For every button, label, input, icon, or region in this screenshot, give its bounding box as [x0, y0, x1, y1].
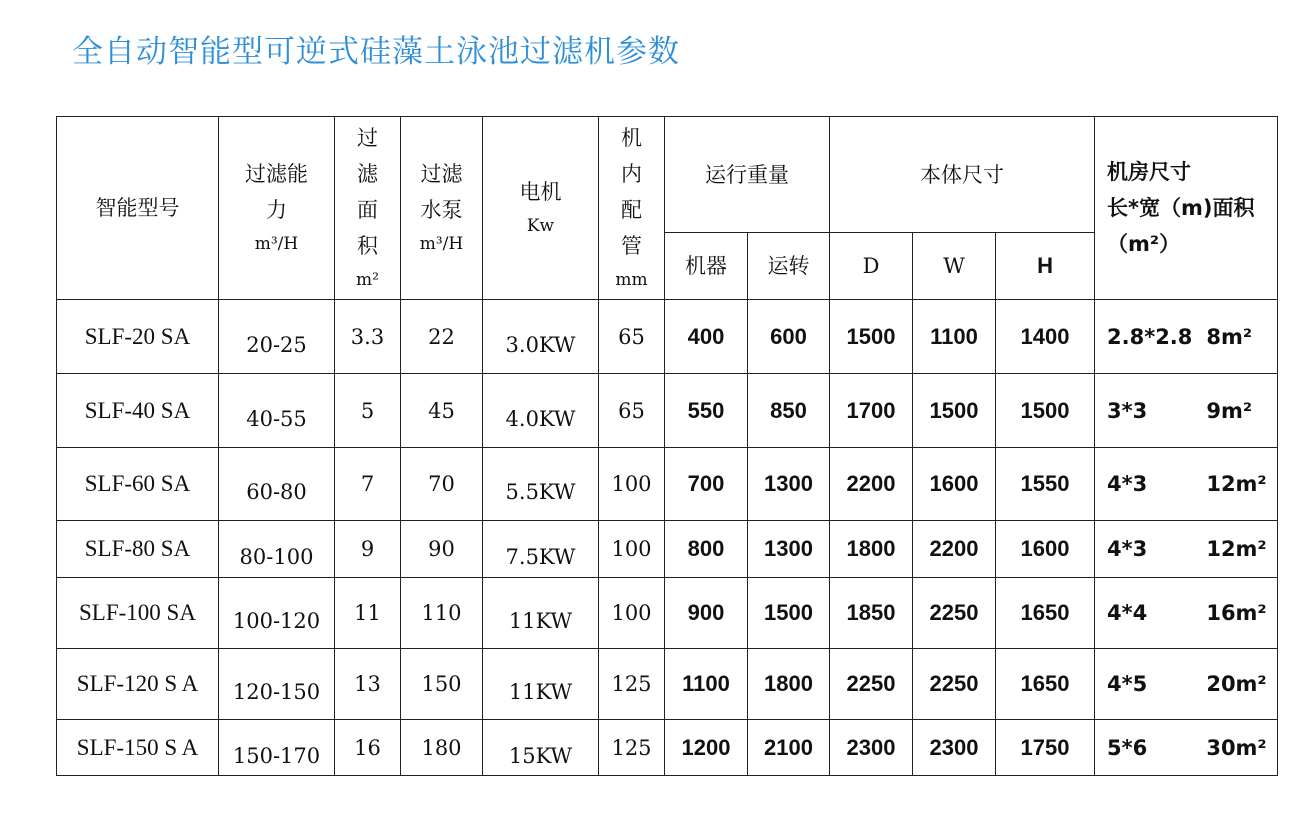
cell-size-h: 1650	[996, 578, 1095, 649]
page-title: 全自动智能型可逆式硅藻土泳池过滤机参数	[72, 34, 680, 70]
cell-weight-machine: 800	[665, 521, 748, 578]
cell-motor: 7.5KW	[483, 521, 599, 578]
cell-motor: 5.5KW	[483, 448, 599, 521]
table-row	[57, 300, 1278, 374]
cell-pipe: 100	[599, 578, 665, 649]
header-weight-machine: 机器	[665, 233, 748, 300]
cell-area: 5	[335, 374, 401, 448]
cell-weight-machine: 700	[665, 448, 748, 521]
cell-size-w: 2300	[913, 720, 996, 776]
header-size-d: D	[830, 233, 913, 300]
header-weight: 运行重量	[665, 117, 830, 233]
cell-size-h: 1600	[996, 521, 1095, 578]
cell-capacity: 100-120	[219, 578, 335, 649]
cell-motor: 3.0KW	[483, 300, 599, 374]
cell-pump: 110	[401, 578, 483, 649]
cell-motor: 11KW	[483, 578, 599, 649]
cell-pipe: 125	[599, 720, 665, 776]
cell-weight-running: 1500	[748, 578, 830, 649]
header-filter-area: 过 滤 面 积 m²	[335, 117, 401, 300]
cell-capacity: 150-170	[219, 720, 335, 776]
table-row	[57, 720, 1278, 776]
header-size: 本体尺寸	[830, 117, 1095, 233]
cell-size-h: 1550	[996, 448, 1095, 521]
header-model: 智能型号	[57, 117, 219, 300]
cell-size-d: 1700	[830, 374, 913, 448]
cell-pipe: 125	[599, 649, 665, 720]
cell-room: 4*4 16m²	[1095, 578, 1278, 649]
cell-model: SLF-100 SA	[57, 578, 219, 649]
cell-size-w: 1500	[913, 374, 996, 448]
cell-pipe: 65	[599, 300, 665, 374]
header-pipe: 机 内 配 管 mm	[599, 117, 665, 300]
cell-pipe: 100	[599, 448, 665, 521]
cell-size-d: 2200	[830, 448, 913, 521]
cell-model: SLF-120 S A	[57, 649, 219, 720]
cell-capacity: 80-100	[219, 521, 335, 578]
cell-size-d: 1800	[830, 521, 913, 578]
cell-pipe: 65	[599, 374, 665, 448]
cell-size-w: 2250	[913, 649, 996, 720]
cell-room: 4*3 12m²	[1095, 448, 1278, 521]
cell-size-d: 2300	[830, 720, 913, 776]
cell-motor: 11KW	[483, 649, 599, 720]
cell-weight-machine: 900	[665, 578, 748, 649]
cell-model: SLF-40 SA	[57, 374, 219, 448]
cell-capacity: 20-25	[219, 300, 335, 374]
header-weight-running: 运转	[748, 233, 830, 300]
cell-pump: 70	[401, 448, 483, 521]
cell-weight-machine: 1200	[665, 720, 748, 776]
cell-area: 16	[335, 720, 401, 776]
cell-pump: 180	[401, 720, 483, 776]
cell-size-d: 1500	[830, 300, 913, 374]
cell-pump: 22	[401, 300, 483, 374]
cell-size-w: 1100	[913, 300, 996, 374]
cell-pipe: 100	[599, 521, 665, 578]
cell-capacity: 40-55	[219, 374, 335, 448]
cell-weight-running: 1300	[748, 448, 830, 521]
cell-size-h: 1400	[996, 300, 1095, 374]
cell-room: 3*3 9m²	[1095, 374, 1278, 448]
header-capacity: 过滤能 力 m³/H	[219, 117, 335, 300]
cell-model: SLF-60 SA	[57, 448, 219, 521]
cell-pump: 45	[401, 374, 483, 448]
spec-table	[56, 116, 1278, 776]
table-row	[57, 374, 1278, 448]
header-row-top	[57, 117, 1278, 233]
cell-weight-running: 1800	[748, 649, 830, 720]
cell-model: SLF-150 S A	[57, 720, 219, 776]
cell-capacity: 60-80	[219, 448, 335, 521]
header-size-h: H	[996, 233, 1095, 300]
cell-size-w: 1600	[913, 448, 996, 521]
cell-size-d: 1850	[830, 578, 913, 649]
cell-area: 9	[335, 521, 401, 578]
cell-pump: 90	[401, 521, 483, 578]
cell-area: 11	[335, 578, 401, 649]
cell-model: SLF-20 SA	[57, 300, 219, 374]
cell-size-h: 1750	[996, 720, 1095, 776]
cell-capacity: 120-150	[219, 649, 335, 720]
cell-room: 2.8*2.8 8m²	[1095, 300, 1278, 374]
cell-area: 3.3	[335, 300, 401, 374]
cell-weight-running: 850	[748, 374, 830, 448]
cell-size-w: 2200	[913, 521, 996, 578]
cell-model: SLF-80 SA	[57, 521, 219, 578]
header-motor: 电机 Kw	[483, 117, 599, 300]
cell-area: 7	[335, 448, 401, 521]
cell-room: 5*6 30m²	[1095, 720, 1278, 776]
cell-motor: 15KW	[483, 720, 599, 776]
cell-area: 13	[335, 649, 401, 720]
table-row	[57, 448, 1278, 521]
header-pump: 过滤 水泵 m³/H	[401, 117, 483, 300]
header-room: 机房尺寸 长*宽（m)面积 （m²）	[1095, 117, 1278, 300]
cell-size-d: 2250	[830, 649, 913, 720]
cell-weight-running: 2100	[748, 720, 830, 776]
cell-room: 4*5 20m²	[1095, 649, 1278, 720]
cell-weight-running: 1300	[748, 521, 830, 578]
table-row	[57, 521, 1278, 578]
cell-room: 4*3 12m²	[1095, 521, 1278, 578]
table-row	[57, 578, 1278, 649]
cell-weight-machine: 400	[665, 300, 748, 374]
cell-size-h: 1650	[996, 649, 1095, 720]
cell-size-w: 2250	[913, 578, 996, 649]
cell-size-h: 1500	[996, 374, 1095, 448]
cell-weight-running: 600	[748, 300, 830, 374]
cell-weight-machine: 1100	[665, 649, 748, 720]
cell-motor: 4.0KW	[483, 374, 599, 448]
table-row	[57, 649, 1278, 720]
cell-weight-machine: 550	[665, 374, 748, 448]
cell-pump: 150	[401, 649, 483, 720]
header-size-w: W	[913, 233, 996, 300]
